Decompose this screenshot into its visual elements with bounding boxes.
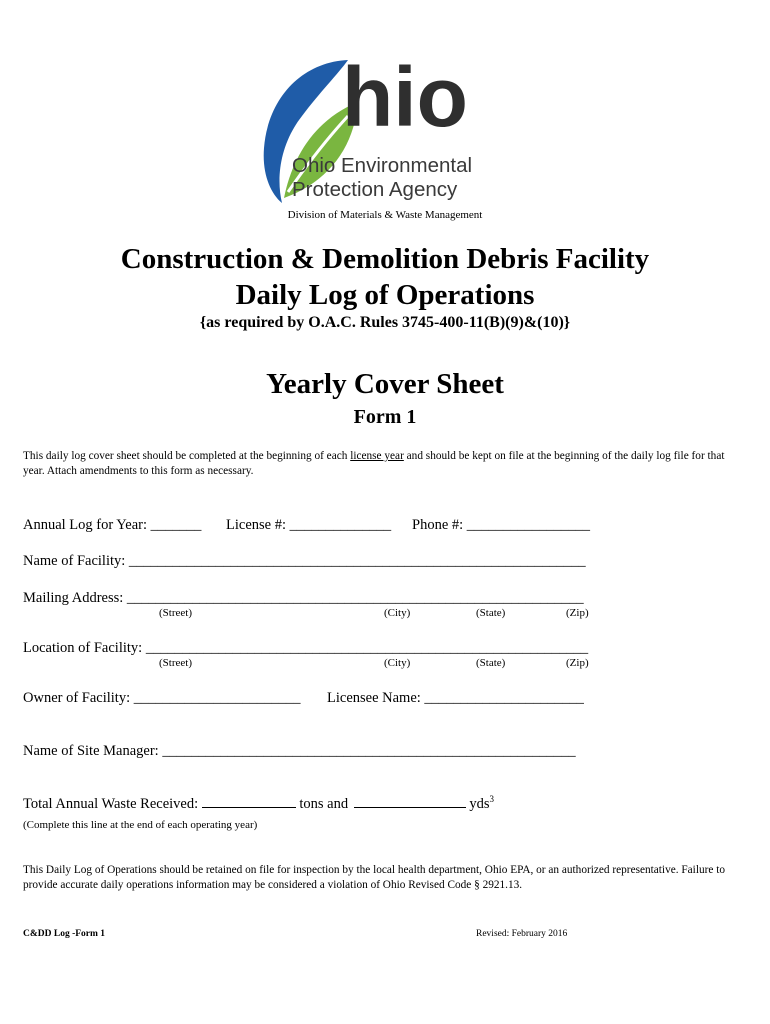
yards-label: yds	[469, 796, 490, 812]
intro-text-2: and should be kept on file at the beginning of the daily log file for that year. Attach amendments to this form as necessary.	[23, 450, 725, 477]
mailing-state-caption: (State)	[476, 607, 506, 619]
division-name: Division of Materials & Waste Management	[287, 209, 483, 221]
tons-input-line[interactable]	[202, 793, 296, 808]
annual-log-year-field[interactable]: Annual Log for Year: _______	[23, 517, 202, 533]
location-city-caption: (City)	[384, 657, 411, 669]
phone-number-field[interactable]: Phone #: _________________	[412, 517, 591, 533]
location-zip-caption: (Zip)	[566, 657, 589, 669]
annual-log-row	[23, 517, 201, 534]
location-state-caption: (State)	[476, 657, 506, 669]
completion-note: (Complete this line at the end of each operating year)	[23, 819, 258, 831]
form-number: Form 1	[353, 406, 417, 428]
mailing-street-caption: (Street)	[159, 607, 192, 619]
mailing-city-caption: (City)	[384, 607, 411, 619]
intro-text-1: This daily log cover sheet should be completed at the beginning of each	[23, 450, 351, 462]
footer-form-id: C&DD Log -Form 1	[23, 929, 106, 939]
license-year-term: license year	[350, 450, 404, 462]
yards-exponent: 3	[489, 794, 495, 805]
intro-paragraph	[23, 449, 743, 479]
location-street-caption: (Street)	[159, 657, 192, 669]
rules-reference: {as required by O.A.C. Rules 3745-400-11(B)(9)&(10)}	[199, 314, 571, 331]
total-waste-label: Total Annual Waste Received:	[23, 796, 199, 812]
mailing-zip-caption: (Zip)	[566, 607, 589, 619]
total-waste-row	[23, 793, 494, 813]
license-number-field[interactable]: License #: ______________	[226, 517, 392, 533]
retention-paragraph: This Daily Log of Operations should be retained on file for inspection by the local health department, Ohio EPA, or an authorized representative. Failure to provide accurate daily operations information may be considered a violation of Ohio Revised Code § 2921.13.	[23, 864, 725, 891]
logo-line1: Ohio Environmental	[292, 154, 473, 177]
tons-label: tons and	[299, 796, 349, 812]
document-title-line1: Construction & Demolition Debris Facility	[120, 243, 650, 275]
facility-name-field[interactable]: Name of Facility: _______________________________________________________________	[23, 553, 586, 569]
ohio-epa-logo	[262, 50, 502, 208]
footer-revision-date: Revised: February 2016	[476, 929, 568, 939]
logo-line2: Protection Agency	[292, 178, 458, 201]
document-title-line2: Daily Log of Operations	[235, 279, 535, 311]
site-manager-field[interactable]: Name of Site Manager: _________________________________________________________	[23, 743, 576, 759]
licensee-name-field[interactable]: Licensee Name: ______________________	[327, 690, 584, 706]
facility-owner-field[interactable]: Owner of Facility: _______________________	[23, 690, 301, 706]
cover-sheet-title: Yearly Cover Sheet	[266, 368, 504, 400]
yards-input-line[interactable]	[354, 793, 466, 808]
facility-location-field[interactable]: Location of Facility: _____________________________________________________________	[23, 640, 589, 656]
mailing-address-field[interactable]: Mailing Address: _______________________________________________________________	[23, 590, 584, 606]
logo-wordmark: hio	[342, 50, 468, 144]
